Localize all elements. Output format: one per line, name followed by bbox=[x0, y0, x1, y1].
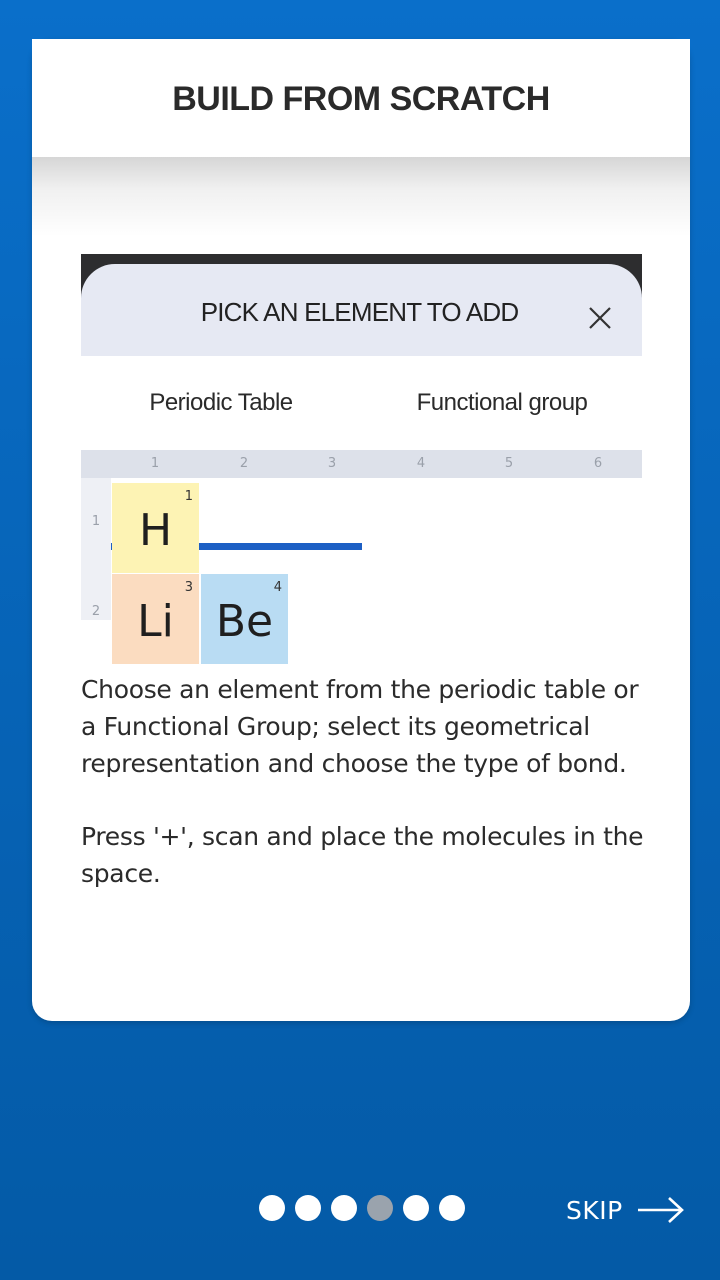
column-number: 3 bbox=[327, 456, 337, 471]
element-symbol: H bbox=[138, 505, 173, 556]
preview-dialog-header bbox=[81, 264, 642, 356]
element-symbol: Li bbox=[137, 596, 174, 647]
element-tile-beryllium bbox=[201, 574, 288, 664]
preview-tab-functional-group: Functional group bbox=[416, 389, 588, 416]
preview-row-numbers bbox=[81, 478, 111, 620]
element-number: 3 bbox=[184, 580, 193, 595]
header-shadow bbox=[32, 157, 690, 237]
row-number: 1 bbox=[91, 514, 101, 529]
skip-label: SKIP bbox=[566, 1195, 623, 1225]
preview-screenshot bbox=[81, 254, 642, 647]
page-dot[interactable] bbox=[259, 1195, 285, 1221]
arrow-right-icon bbox=[637, 1195, 685, 1225]
element-symbol: Be bbox=[215, 596, 274, 647]
preview-tab-periodic-table: Periodic Table bbox=[149, 389, 293, 416]
close-icon bbox=[588, 306, 612, 330]
element-number: 4 bbox=[273, 580, 282, 595]
onboarding-card bbox=[32, 39, 690, 1021]
description-paragraph: Choose an element from the periodic table or a Functional Group; select its geometrical representation and choose the type of bond. bbox=[81, 675, 639, 778]
description-paragraph: Press '+', scan and place the molecules in the space. bbox=[81, 822, 644, 888]
preview-column-numbers bbox=[81, 450, 642, 478]
column-number: 1 bbox=[150, 456, 160, 471]
page-dot-active[interactable] bbox=[367, 1195, 393, 1221]
element-tile-hydrogen bbox=[112, 483, 199, 573]
preview-tabs bbox=[81, 356, 642, 450]
page-dot[interactable] bbox=[439, 1195, 465, 1221]
row-number: 2 bbox=[91, 604, 101, 619]
card-header bbox=[32, 39, 690, 157]
card-description bbox=[81, 671, 661, 928]
card-title: BUILD FROM SCRATCH bbox=[172, 79, 550, 118]
page-dot[interactable] bbox=[295, 1195, 321, 1221]
element-tile-lithium bbox=[112, 574, 199, 664]
page-indicator bbox=[259, 1195, 465, 1221]
preview-dialog-title: PICK AN ELEMENT TO ADD bbox=[200, 296, 519, 327]
page-dot[interactable] bbox=[331, 1195, 357, 1221]
column-number: 5 bbox=[504, 456, 514, 471]
element-number: 1 bbox=[184, 489, 193, 504]
column-number: 4 bbox=[416, 456, 426, 471]
column-number: 2 bbox=[239, 456, 249, 471]
page-dot[interactable] bbox=[403, 1195, 429, 1221]
skip-button[interactable] bbox=[566, 1188, 685, 1232]
column-number: 6 bbox=[593, 456, 603, 471]
